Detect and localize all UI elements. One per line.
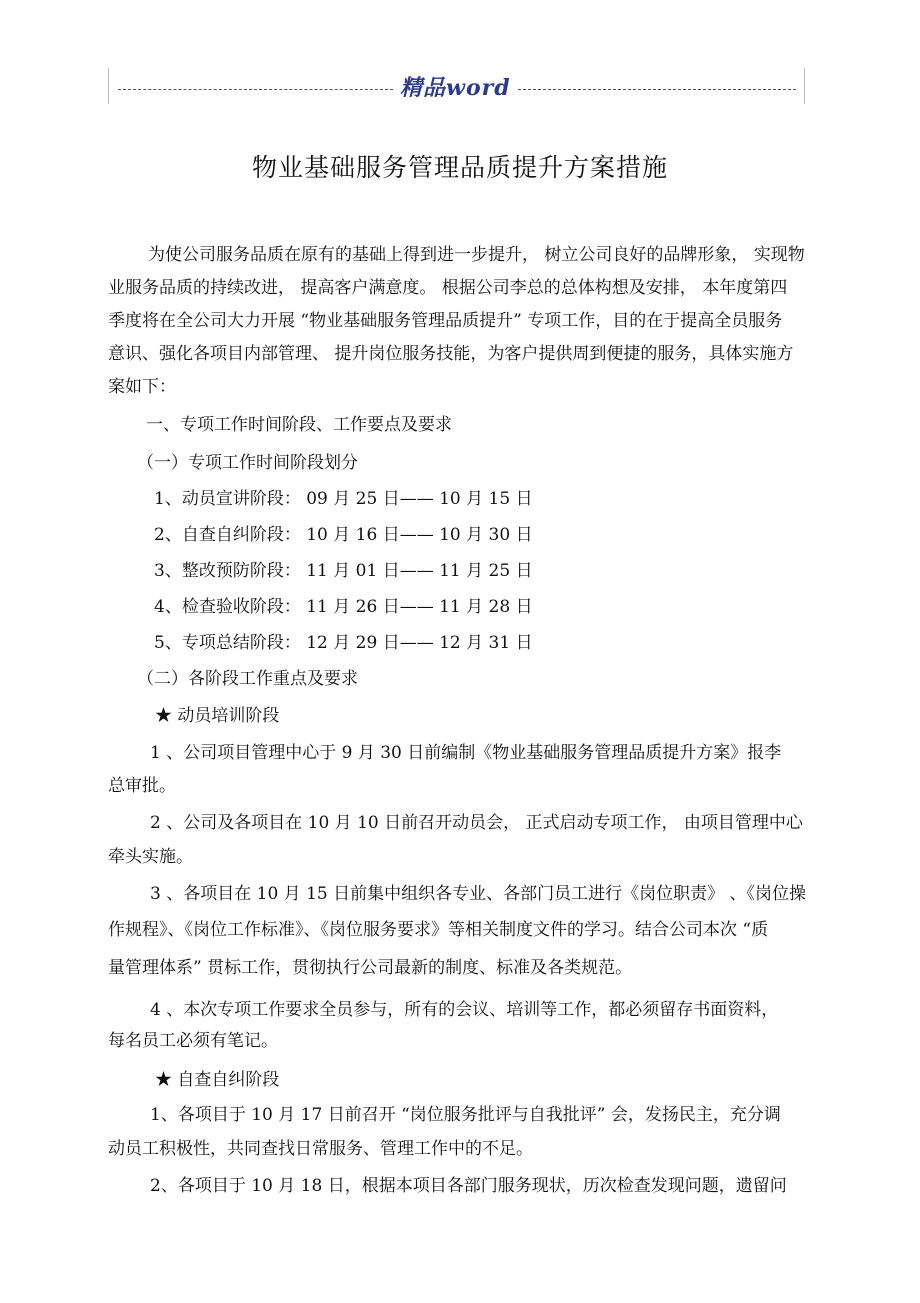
intro-line-4: 意识、强化各项目内部管理、 提升岗位服务技能，为客户提供周到便捷的服务，具体实施方 — [108, 344, 794, 364]
page-header — [108, 68, 805, 104]
mobilization-item-3-line-1: 3 、各项目在 10 月 15 日前集中组织各专业、各部门员工进行《岗位职责》 、《岗位操 — [150, 884, 807, 904]
self-check-item-1-line-2: 动员工积极性，共同查找日常服务、管理工作中的不足。 — [108, 1139, 533, 1159]
mobilization-item-2-line-1: 2 、公司及各项目在 10 月 10 日前召开动员会， 正式启动专项工作， 由项目管理中心 — [150, 813, 803, 833]
header-left-border — [108, 68, 109, 104]
mobilization-item-1-line-1: 1 、公司项目管理中心于 9 月 30 日前编制《物业基础服务管理品质提升方案》报李 — [150, 743, 782, 763]
subsection-heading-2: （二）各阶段工作重点及要求 — [137, 669, 358, 689]
phase-item-2: 2、自查自纠阶段： 10 月 16 日—— 10 月 30 日 — [154, 525, 533, 545]
mobilization-item-1-line-2: 总审批。 — [108, 776, 176, 796]
header-dashed-rule-left — [118, 89, 393, 90]
intro-line-3: 季度将在全公司大力开展 “物业基础服务管理品质提升” 专项工作，目的在于提高全员服务 — [108, 311, 783, 331]
header-logo: 精品word — [400, 75, 511, 101]
mobilization-item-4-line-1: 4 、本次专项工作要求全员参与，所有的会议、培训等工作，都必须留存书面资料， — [150, 1000, 779, 1020]
section-heading-1: 一、专项工作时间阶段、工作要点及要求 — [146, 415, 452, 435]
phase-item-4: 4、检查验收阶段： 11 月 26 日—— 11 月 28 日 — [154, 597, 533, 617]
phase-item-1: 1、动员宣讲阶段： 09 月 25 日—— 10 月 15 日 — [154, 489, 533, 509]
mobilization-item-3-line-2: 作规程》、《岗位工作标准》、《岗位服务要求》等相关制度文件的学习。结合公司本次 “质 — [108, 920, 769, 940]
header-dashed-rule-right — [518, 89, 796, 90]
star-heading-mobilization: ★ 动员培训阶段 — [155, 706, 280, 726]
self-check-item-1-line-1: 1、各项目于 10 月 17 日前召开 “岗位服务批评与自我批评” 会，发扬民主，充分调 — [150, 1105, 781, 1125]
star-heading-self-check: ★ 自查自纠阶段 — [155, 1070, 280, 1090]
mobilization-item-3-line-3: 量管理体系” 贯标工作，贯彻执行公司最新的制度、标准及各类规范。 — [108, 958, 633, 978]
header-right-border — [804, 68, 805, 104]
subsection-heading-1: （一）专项工作时间阶段划分 — [137, 453, 358, 473]
mobilization-item-4-line-2: 每名员工必须有笔记。 — [108, 1031, 278, 1051]
phase-item-3: 3、整改预防阶段： 11 月 01 日—— 11 月 25 日 — [154, 561, 533, 581]
intro-line-5: 案如下： — [108, 377, 176, 397]
intro-line-2: 业服务品质的持续改进， 提高客户满意度。 根据公司李总的总体构想及安排， 本年度第四 — [108, 278, 788, 298]
intro-line-1: 为使公司服务品质在原有的基础上得到进一步提升， 树立公司良好的品牌形象， 实现物 — [148, 245, 805, 265]
phase-item-5: 5、专项总结阶段： 12 月 29 日—— 12 月 31 日 — [154, 633, 533, 653]
mobilization-item-2-line-2: 牵头实施。 — [108, 847, 193, 867]
self-check-item-2-line-1: 2、各项目于 10 月 18 日，根据本项目各部门服务现状，历次检查发现问题，遗留问 — [150, 1176, 787, 1196]
document-title: 物业基础服务管理品质提升方案措施 — [251, 153, 668, 182]
